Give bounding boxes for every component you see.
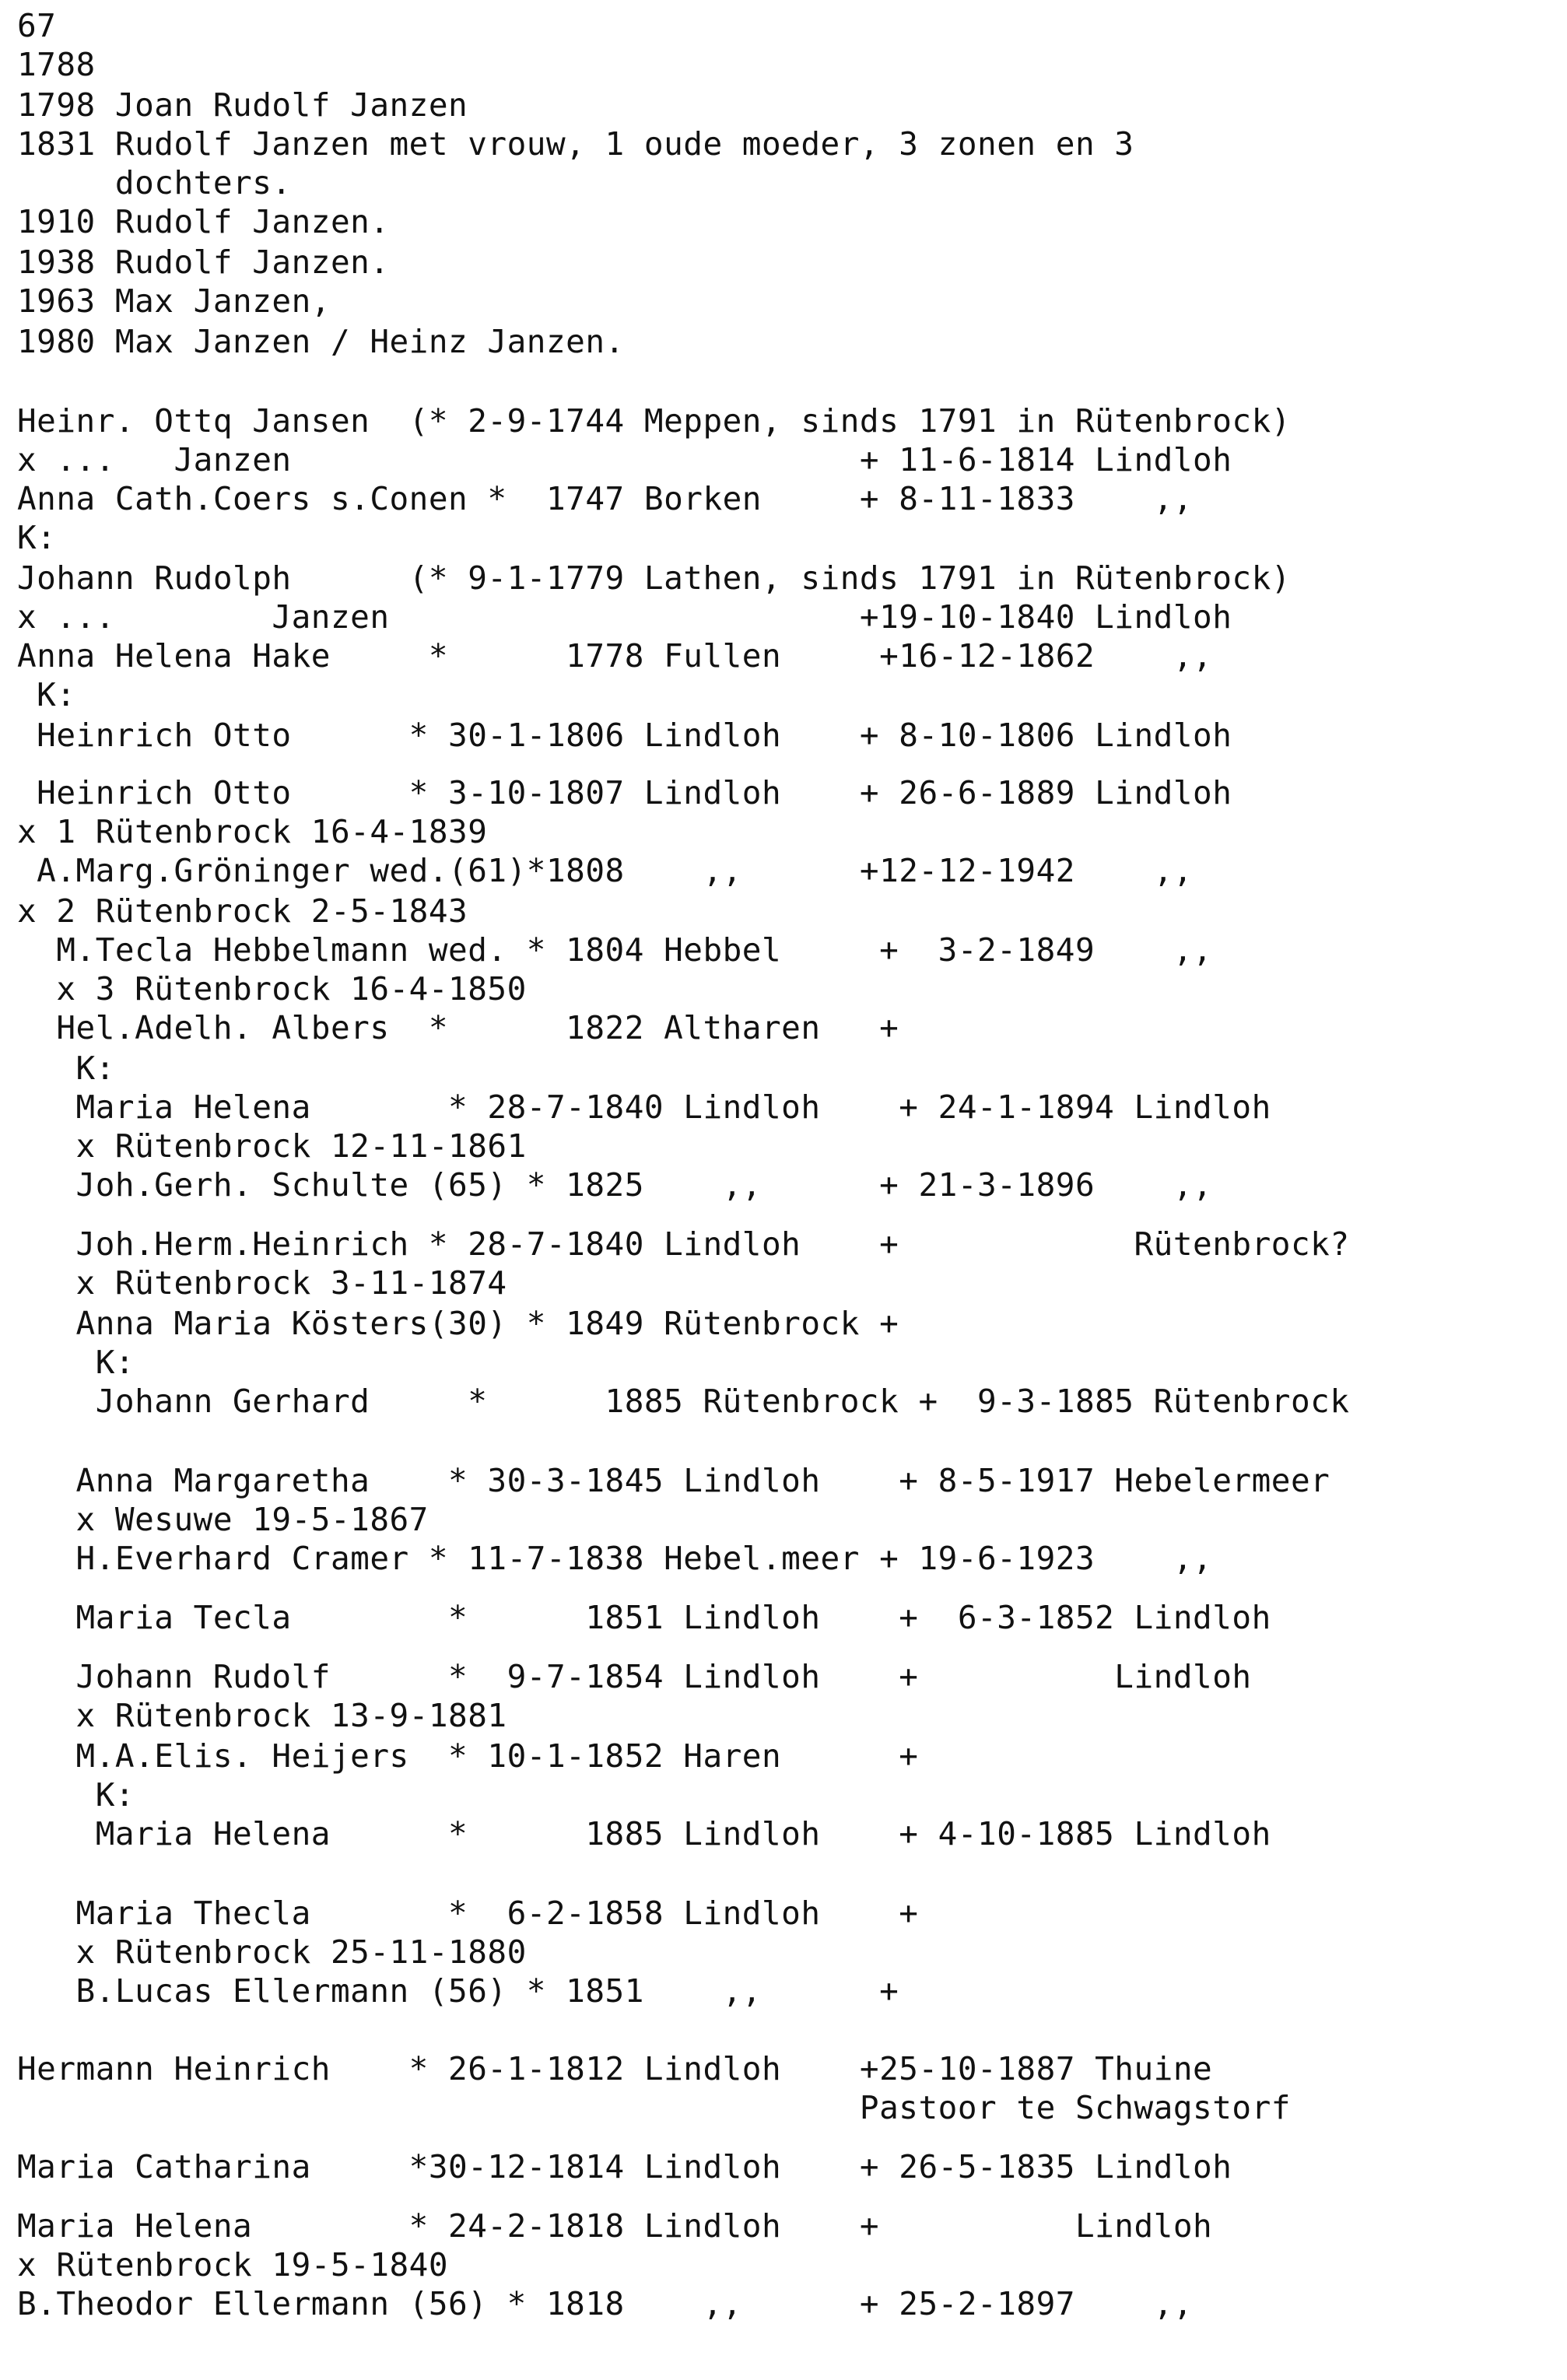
text-line: 1910 Rudolf Janzen. bbox=[17, 203, 390, 240]
text-line: K: bbox=[17, 676, 76, 713]
text-line: dochters. bbox=[17, 164, 292, 202]
text-line: x ... Janzen +19-10-1840 Lindloh bbox=[17, 598, 1232, 636]
text-line: 1831 Rudolf Janzen met vrouw, 1 oude moeder, 3 zonen en 3 bbox=[17, 125, 1134, 163]
text-line: Joh.Herm.Heinrich * 28-7-1840 Lindloh + Rütenbrock? bbox=[17, 1225, 1350, 1263]
text-line: Heinr. Ottq Jansen (* 2-9-1744 Meppen, sinds 1791 in Rütenbrock) bbox=[17, 402, 1291, 440]
text-line: M.Tecla Hebbelmann wed. * 1804 Hebbel + 3-2-1849 ,, bbox=[17, 931, 1213, 969]
text-line: 1938 Rudolf Janzen. bbox=[17, 244, 390, 281]
text-line: x Wesuwe 19-5-1867 bbox=[17, 1501, 429, 1538]
text-line: 1788 bbox=[17, 46, 96, 83]
text-line: B.Theodor Ellermann (56) * 1818 ,, + 25-2-1897 ,, bbox=[17, 2285, 1194, 2322]
text-line: Maria Thecla * 6-2-1858 Lindloh + bbox=[17, 1895, 919, 1932]
text-line: Anna Cath.Coers s.Conen * 1747 Borken + 8-11-1833 ,, bbox=[17, 480, 1194, 517]
text-line: x Rütenbrock 25-11-1880 bbox=[17, 1933, 527, 1971]
text-line: Johann Rudolf * 9-7-1854 Lindloh + Lindloh bbox=[17, 1658, 1252, 1695]
text-line: Anna Margaretha * 30-3-1845 Lindloh + 8-5-1917 Hebelermeer bbox=[17, 1462, 1330, 1499]
text-line: Maria Tecla * 1851 Lindloh + 6-3-1852 Lindloh bbox=[17, 1599, 1271, 1636]
text-line: 1980 Max Janzen / Heinz Janzen. bbox=[17, 323, 625, 360]
text-line: x 3 Rütenbrock 16-4-1850 bbox=[17, 970, 527, 1008]
text-line: x Rütenbrock 19-5-1840 bbox=[17, 2246, 449, 2284]
text-line: Hel.Adelh. Albers * 1822 Altharen + bbox=[17, 1009, 899, 1046]
text-line: Heinrich Otto * 30-1-1806 Lindloh + 8-10-1806 Lindloh bbox=[17, 717, 1232, 754]
text-line: K: bbox=[17, 1050, 115, 1087]
text-line: K: bbox=[17, 1344, 135, 1381]
text-line: Maria Helena * 1885 Lindloh + 4-10-1885 Lindloh bbox=[17, 1815, 1271, 1852]
text-line: x Rütenbrock 13-9-1881 bbox=[17, 1697, 507, 1734]
text-line: Maria Helena * 28-7-1840 Lindloh + 24-1-1894 Lindloh bbox=[17, 1088, 1271, 1126]
text-line: Heinrich Otto * 3-10-1807 Lindloh + 26-6-1889 Lindloh bbox=[17, 774, 1232, 811]
text-line: 1798 Joan Rudolf Janzen bbox=[17, 86, 468, 124]
text-line: B.Lucas Ellermann (56) * 1851 ,, + bbox=[17, 1972, 899, 2010]
text-line: K: bbox=[17, 1776, 135, 1814]
text-line: A.Marg.Gröninger wed.(61)*1808 ,, +12-12-1942 ,, bbox=[17, 852, 1194, 889]
text-line: Pastoor te Schwagstorf bbox=[17, 2089, 1291, 2126]
text-line: x Rütenbrock 12-11-1861 bbox=[17, 1127, 527, 1165]
text-line: 1963 Max Janzen, bbox=[17, 282, 331, 320]
text-line: Maria Catharina *30-12-1814 Lindloh + 26-5-1835 Lindloh bbox=[17, 2148, 1232, 2185]
text-line: x ... Janzen + 11-6-1814 Lindloh bbox=[17, 441, 1232, 478]
text-line: M.A.Elis. Heijers * 10-1-1852 Haren + bbox=[17, 1737, 919, 1775]
text-line: x Rütenbrock 3-11-1874 bbox=[17, 1264, 507, 1302]
text-line: H.Everhard Cramer * 11-7-1838 Hebel.meer + 19-6-1923 ,, bbox=[17, 1540, 1213, 1577]
text-line: Johann Rudolph (* 9-1-1779 Lathen, sinds 1791 in Rütenbrock) bbox=[17, 559, 1291, 597]
text-line: Hermann Heinrich * 26-1-1812 Lindloh +25-10-1887 Thuine bbox=[17, 2050, 1213, 2087]
text-line: Anna Maria Kösters(30) * 1849 Rütenbrock + bbox=[17, 1305, 899, 1342]
text-line: K: bbox=[17, 519, 57, 556]
text-line: Maria Helena * 24-2-1818 Lindloh + Lindloh bbox=[17, 2207, 1213, 2245]
page-number: 67 bbox=[17, 7, 57, 44]
text-line: Johann Gerhard * 1885 Rütenbrock + 9-3-1885 Rütenbrock bbox=[17, 1383, 1350, 1420]
text-line: Anna Helena Hake * 1778 Fullen +16-12-1862 ,, bbox=[17, 637, 1213, 675]
text-line: x 1 Rütenbrock 16-4-1839 bbox=[17, 813, 488, 850]
text-line: x 2 Rütenbrock 2-5-1843 bbox=[17, 892, 468, 930]
text-line: Joh.Gerh. Schulte (65) * 1825 ,, + 21-3-1896 ,, bbox=[17, 1166, 1213, 1204]
